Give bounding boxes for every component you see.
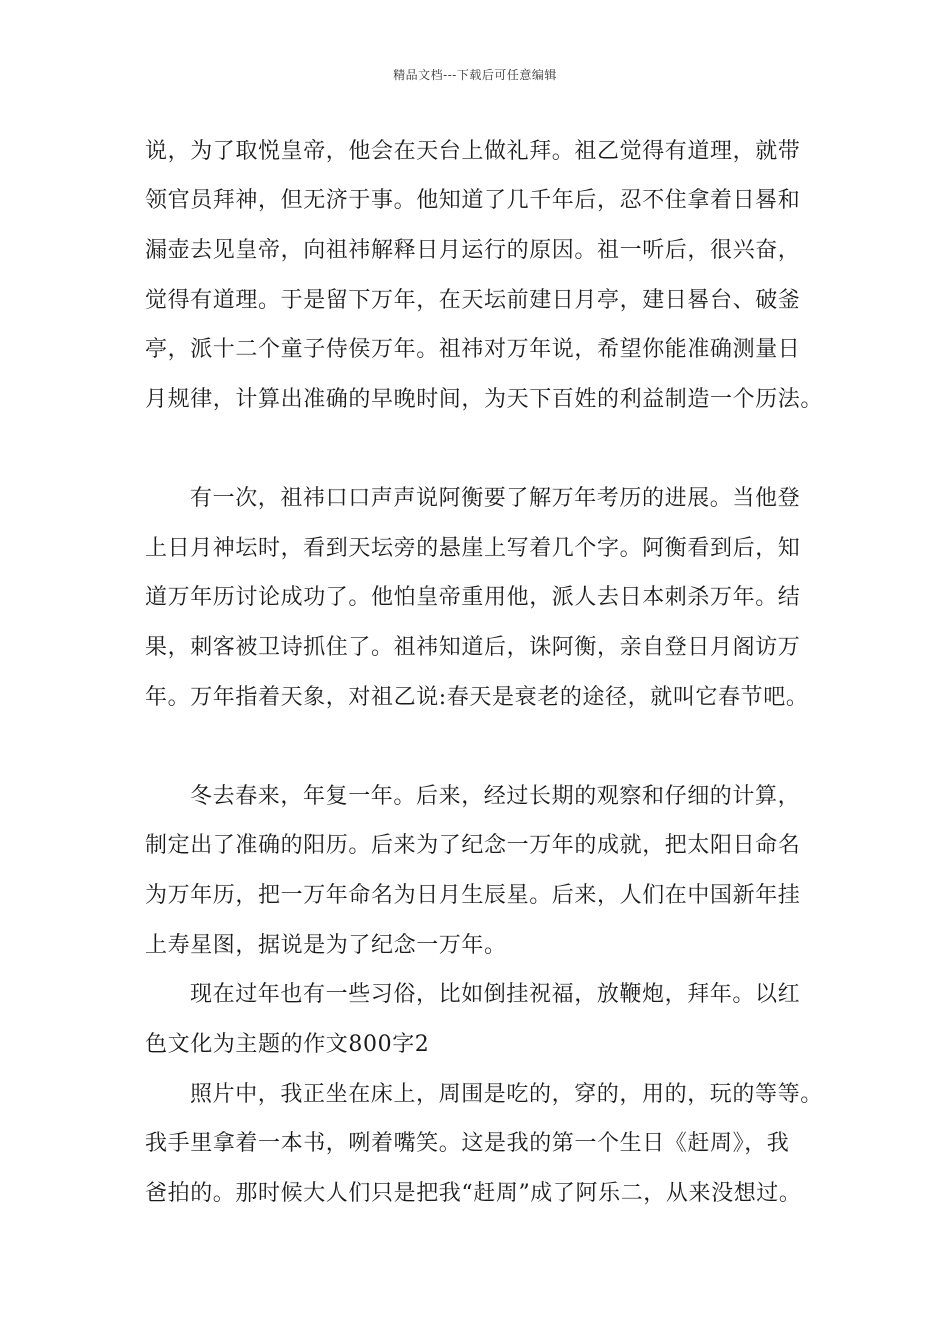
text-line: 漏壶去见皇帝，向祖祎解释日月运行的原因。祖一听后，很兴奋， [145,238,801,263]
text-line: 领官员拜神，但无济于事。他知道了几千年后，忍不住拿着日晷和 [145,188,801,213]
text-line: 冬去春来，年复一年。后来，经过长期的观察和仔细的计算， [190,784,801,809]
text-line: 我手里拿着一本书，咧着嘴笑。这是我的第一个生日《赶周》，我 [145,1131,790,1156]
text-line: 现在过年也有一些习俗，比如倒挂祝福，放鞭炮，拜年。以红 [190,982,801,1007]
text-line: 照片中，我正坐在床上，周围是吃的，穿的，用的，玩的等等。 [190,1082,823,1107]
page-header: 精品文档---下载后可任意编辑 [393,68,557,82]
text-line: 上日月神坛时，看到天坛旁的悬崖上写着几个字。阿衡看到后，知 [145,536,801,561]
text-line: 制定出了准确的阳历。后来为了纪念一万年的成就，把太阳日命名 [145,833,801,858]
text-line: 亭，派十二个童子侍侯万年。祖祎对万年说，希望你能准确测量日 [145,337,801,362]
text-line: 爸拍的。那时候大人们只是把我“赶周”成了阿乐二，从来没想过。 [145,1181,802,1206]
text-line: 道万年历讨论成功了。他怕皇帝重用他，派人去日本刺杀万年。结 [145,585,801,610]
text-line: 色文化为主题的作文800字2 [145,1032,430,1057]
text-line: 果，刺客被卫诗抓住了。祖祎知道后，诛阿衡，亲自登日月阁访万 [145,635,801,660]
text-line: 有一次，祖祎口口声声说阿衡要了解万年考历的进展。当他登 [190,486,801,511]
text-line: 上寿星图，据说是为了纪念一万年。 [145,933,507,958]
text-line: 年。万年指着天象，对祖乙说:春天是衰老的途径，就叫它春节吧。 [145,685,809,710]
text-line: 说，为了取悦皇帝，他会在天台上做礼拜。祖乙觉得有道理，就带 [145,139,801,164]
text-line: 觉得有道理。于是留下万年，在天坛前建日月亭，建日晷台、破釜 [145,288,801,313]
text-line: 为万年历，把一万年命名为日月生辰星。后来，人们在中国新年挂 [145,883,801,908]
text-line: 月规律，计算出准确的早晚时间，为天下百姓的利益制造一个历法。 [145,387,824,412]
